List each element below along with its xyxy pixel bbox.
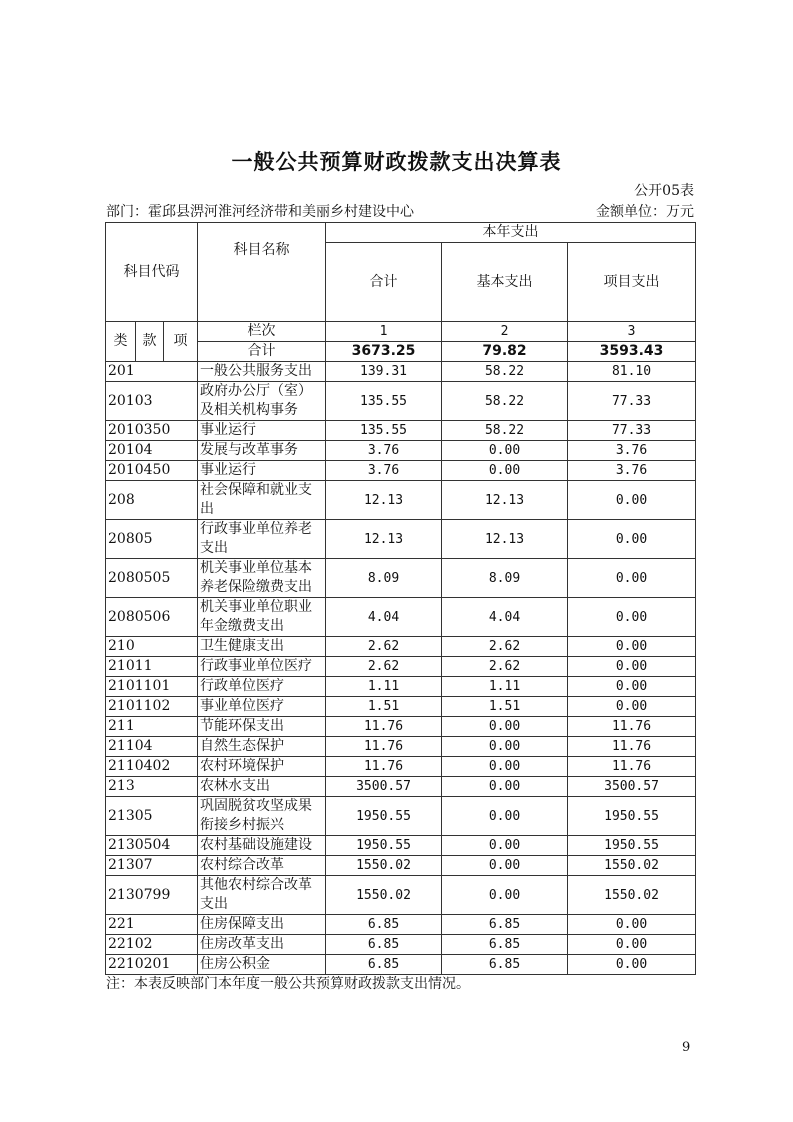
table-row bbox=[106, 481, 696, 520]
row-project: 3500.57 bbox=[568, 777, 696, 797]
table-row bbox=[106, 757, 696, 777]
row-name: 农村环境保护 bbox=[198, 757, 326, 777]
table-row bbox=[106, 955, 696, 975]
row-code: 21104 bbox=[106, 737, 198, 757]
row-code: 221 bbox=[106, 915, 198, 935]
row-name: 事业运行 bbox=[198, 421, 326, 441]
row-project: 1950.55 bbox=[568, 797, 696, 836]
header-basic: 基本支出 bbox=[442, 243, 568, 322]
header-group: 本年支出 bbox=[326, 223, 696, 243]
row-name: 农林水支出 bbox=[198, 777, 326, 797]
row-code: 2080505 bbox=[106, 559, 198, 598]
sum-project: 3593.43 bbox=[568, 342, 696, 362]
row-basic: 58.22 bbox=[442, 421, 568, 441]
department-label: 部门：霍邱县淠河淮河经济带和美丽乡村建设中心 bbox=[106, 204, 414, 220]
header-code: 科目代码 bbox=[106, 223, 198, 322]
row-name: 住房改革支出 bbox=[198, 935, 326, 955]
sum-total: 3673.25 bbox=[326, 342, 442, 362]
row-code: 211 bbox=[106, 717, 198, 737]
row-total: 135.55 bbox=[326, 382, 442, 421]
row-basic: 12.13 bbox=[442, 481, 568, 520]
row-name: 住房保障支出 bbox=[198, 915, 326, 935]
row-total: 135.55 bbox=[326, 421, 442, 441]
row-total: 1.11 bbox=[326, 677, 442, 697]
row-basic: 6.85 bbox=[442, 955, 568, 975]
row-basic: 2.62 bbox=[442, 637, 568, 657]
row-total: 1550.02 bbox=[326, 876, 442, 915]
header-kuan: 款 bbox=[136, 322, 164, 362]
row-project: 1550.02 bbox=[568, 856, 696, 876]
table-row bbox=[106, 697, 696, 717]
col-number-3: 3 bbox=[568, 322, 696, 342]
row-code: 2130799 bbox=[106, 876, 198, 915]
table-row bbox=[106, 777, 696, 797]
table-row bbox=[106, 637, 696, 657]
row-total: 12.13 bbox=[326, 520, 442, 559]
row-total: 4.04 bbox=[326, 598, 442, 637]
row-code: 2110402 bbox=[106, 757, 198, 777]
form-number: 公开05表 bbox=[634, 183, 694, 199]
row-total: 2.62 bbox=[326, 637, 442, 657]
row-code: 2101102 bbox=[106, 697, 198, 717]
row-project: 0.00 bbox=[568, 677, 696, 697]
table-row bbox=[106, 836, 696, 856]
row-basic: 12.13 bbox=[442, 520, 568, 559]
row-name: 一般公共服务支出 bbox=[198, 362, 326, 382]
row-total: 3.76 bbox=[326, 441, 442, 461]
row-project: 1550.02 bbox=[568, 876, 696, 915]
row-project: 0.00 bbox=[568, 657, 696, 677]
row-name: 节能环保支出 bbox=[198, 717, 326, 737]
row-code: 2080506 bbox=[106, 598, 198, 637]
amount-unit-label: 金额单位：万元 bbox=[596, 204, 694, 220]
table-row bbox=[106, 441, 696, 461]
col-number-1: 1 bbox=[326, 322, 442, 342]
row-basic: 1.51 bbox=[442, 697, 568, 717]
row-name: 行政事业单位养老支出 bbox=[198, 520, 326, 559]
row-name: 行政事业单位医疗 bbox=[198, 657, 326, 677]
table-row bbox=[106, 362, 696, 382]
row-name: 政府办公厅（室）及相关机构事务 bbox=[198, 382, 326, 421]
table-note: 注：本表反映部门本年度一般公共预算财政拨款支出情况。 bbox=[106, 976, 470, 992]
row-total: 6.85 bbox=[326, 955, 442, 975]
sum-basic: 79.82 bbox=[442, 342, 568, 362]
header-lanci: 栏次 bbox=[198, 322, 326, 342]
table-row bbox=[106, 421, 696, 441]
row-basic: 0.00 bbox=[442, 717, 568, 737]
table-row bbox=[106, 520, 696, 559]
table-row bbox=[106, 856, 696, 876]
row-name: 社会保障和就业支出 bbox=[198, 481, 326, 520]
row-total: 11.76 bbox=[326, 717, 442, 737]
row-name: 农村综合改革 bbox=[198, 856, 326, 876]
row-basic: 6.85 bbox=[442, 935, 568, 955]
row-name: 农村基础设施建设 bbox=[198, 836, 326, 856]
row-total: 1950.55 bbox=[326, 797, 442, 836]
row-basic: 0.00 bbox=[442, 777, 568, 797]
row-name: 发展与改革事务 bbox=[198, 441, 326, 461]
row-basic: 8.09 bbox=[442, 559, 568, 598]
expenditure-table bbox=[105, 222, 696, 975]
row-total: 1950.55 bbox=[326, 836, 442, 856]
table-row bbox=[106, 677, 696, 697]
row-code: 21305 bbox=[106, 797, 198, 836]
row-total: 1.51 bbox=[326, 697, 442, 717]
table-row bbox=[106, 935, 696, 955]
table-row bbox=[106, 737, 696, 757]
row-total: 1550.02 bbox=[326, 856, 442, 876]
row-code: 20104 bbox=[106, 441, 198, 461]
row-basic: 6.85 bbox=[442, 915, 568, 935]
row-code: 2130504 bbox=[106, 836, 198, 856]
row-basic: 0.00 bbox=[442, 876, 568, 915]
row-name: 卫生健康支出 bbox=[198, 637, 326, 657]
row-total: 6.85 bbox=[326, 915, 442, 935]
col-number-2: 2 bbox=[442, 322, 568, 342]
table-row bbox=[106, 717, 696, 737]
row-project: 81.10 bbox=[568, 362, 696, 382]
row-total: 3500.57 bbox=[326, 777, 442, 797]
row-name: 巩固脱贫攻坚成果衔接乡村振兴 bbox=[198, 797, 326, 836]
row-project: 77.33 bbox=[568, 421, 696, 441]
row-project: 11.76 bbox=[568, 737, 696, 757]
row-code: 20103 bbox=[106, 382, 198, 421]
table-row bbox=[106, 382, 696, 421]
row-project: 0.00 bbox=[568, 915, 696, 935]
row-basic: 0.00 bbox=[442, 836, 568, 856]
table-row bbox=[106, 598, 696, 637]
row-project: 0.00 bbox=[568, 637, 696, 657]
header-lei: 类 bbox=[106, 322, 136, 362]
row-name: 事业运行 bbox=[198, 461, 326, 481]
row-total: 12.13 bbox=[326, 481, 442, 520]
table-row bbox=[106, 559, 696, 598]
row-code: 2210201 bbox=[106, 955, 198, 975]
row-basic: 0.00 bbox=[442, 856, 568, 876]
row-code: 2101101 bbox=[106, 677, 198, 697]
row-code: 21011 bbox=[106, 657, 198, 677]
row-basic: 0.00 bbox=[442, 461, 568, 481]
row-code: 20805 bbox=[106, 520, 198, 559]
page-number: 9 bbox=[682, 1040, 691, 1055]
row-project: 11.76 bbox=[568, 717, 696, 737]
row-total: 8.09 bbox=[326, 559, 442, 598]
row-total: 11.76 bbox=[326, 757, 442, 777]
row-project: 0.00 bbox=[568, 598, 696, 637]
header-total: 合计 bbox=[326, 243, 442, 322]
row-code: 210 bbox=[106, 637, 198, 657]
row-project: 3.76 bbox=[568, 441, 696, 461]
row-basic: 58.22 bbox=[442, 362, 568, 382]
row-basic: 4.04 bbox=[442, 598, 568, 637]
row-project: 0.00 bbox=[568, 481, 696, 520]
row-basic: 0.00 bbox=[442, 797, 568, 836]
row-project: 0.00 bbox=[568, 559, 696, 598]
table-row bbox=[106, 915, 696, 935]
row-project: 0.00 bbox=[568, 697, 696, 717]
row-name: 机关事业单位基本养老保险缴费支出 bbox=[198, 559, 326, 598]
header-xiang: 项 bbox=[164, 322, 198, 362]
row-project: 0.00 bbox=[568, 955, 696, 975]
row-project: 77.33 bbox=[568, 382, 696, 421]
row-code: 2010350 bbox=[106, 421, 198, 441]
row-basic: 58.22 bbox=[442, 382, 568, 421]
row-name: 行政单位医疗 bbox=[198, 677, 326, 697]
row-total: 11.76 bbox=[326, 737, 442, 757]
header-name: 科目名称 bbox=[198, 223, 326, 322]
row-total: 6.85 bbox=[326, 935, 442, 955]
row-project: 11.76 bbox=[568, 757, 696, 777]
row-basic: 1.11 bbox=[442, 677, 568, 697]
row-project: 3.76 bbox=[568, 461, 696, 481]
row-name: 机关事业单位职业年金缴费支出 bbox=[198, 598, 326, 637]
row-basic: 2.62 bbox=[442, 657, 568, 677]
row-code: 2010450 bbox=[106, 461, 198, 481]
row-total: 3.76 bbox=[326, 461, 442, 481]
table-row bbox=[106, 876, 696, 915]
row-name: 住房公积金 bbox=[198, 955, 326, 975]
row-basic: 0.00 bbox=[442, 441, 568, 461]
row-project: 1950.55 bbox=[568, 836, 696, 856]
row-basic: 0.00 bbox=[442, 757, 568, 777]
row-name: 其他农村综合改革支出 bbox=[198, 876, 326, 915]
row-basic: 0.00 bbox=[442, 737, 568, 757]
row-code: 22102 bbox=[106, 935, 198, 955]
row-total: 2.62 bbox=[326, 657, 442, 677]
sum-label: 合计 bbox=[198, 342, 326, 362]
table-row bbox=[106, 657, 696, 677]
row-name: 事业单位医疗 bbox=[198, 697, 326, 717]
row-code: 21307 bbox=[106, 856, 198, 876]
row-code: 201 bbox=[106, 362, 198, 382]
row-project: 0.00 bbox=[568, 935, 696, 955]
table-row bbox=[106, 797, 696, 836]
row-total: 139.31 bbox=[326, 362, 442, 382]
header-project: 项目支出 bbox=[568, 243, 696, 322]
row-code: 213 bbox=[106, 777, 198, 797]
row-name: 自然生态保护 bbox=[198, 737, 326, 757]
row-code: 208 bbox=[106, 481, 198, 520]
page-title: 一般公共预算财政拨款支出决算表 bbox=[231, 149, 562, 174]
table-row bbox=[106, 461, 696, 481]
row-project: 0.00 bbox=[568, 520, 696, 559]
